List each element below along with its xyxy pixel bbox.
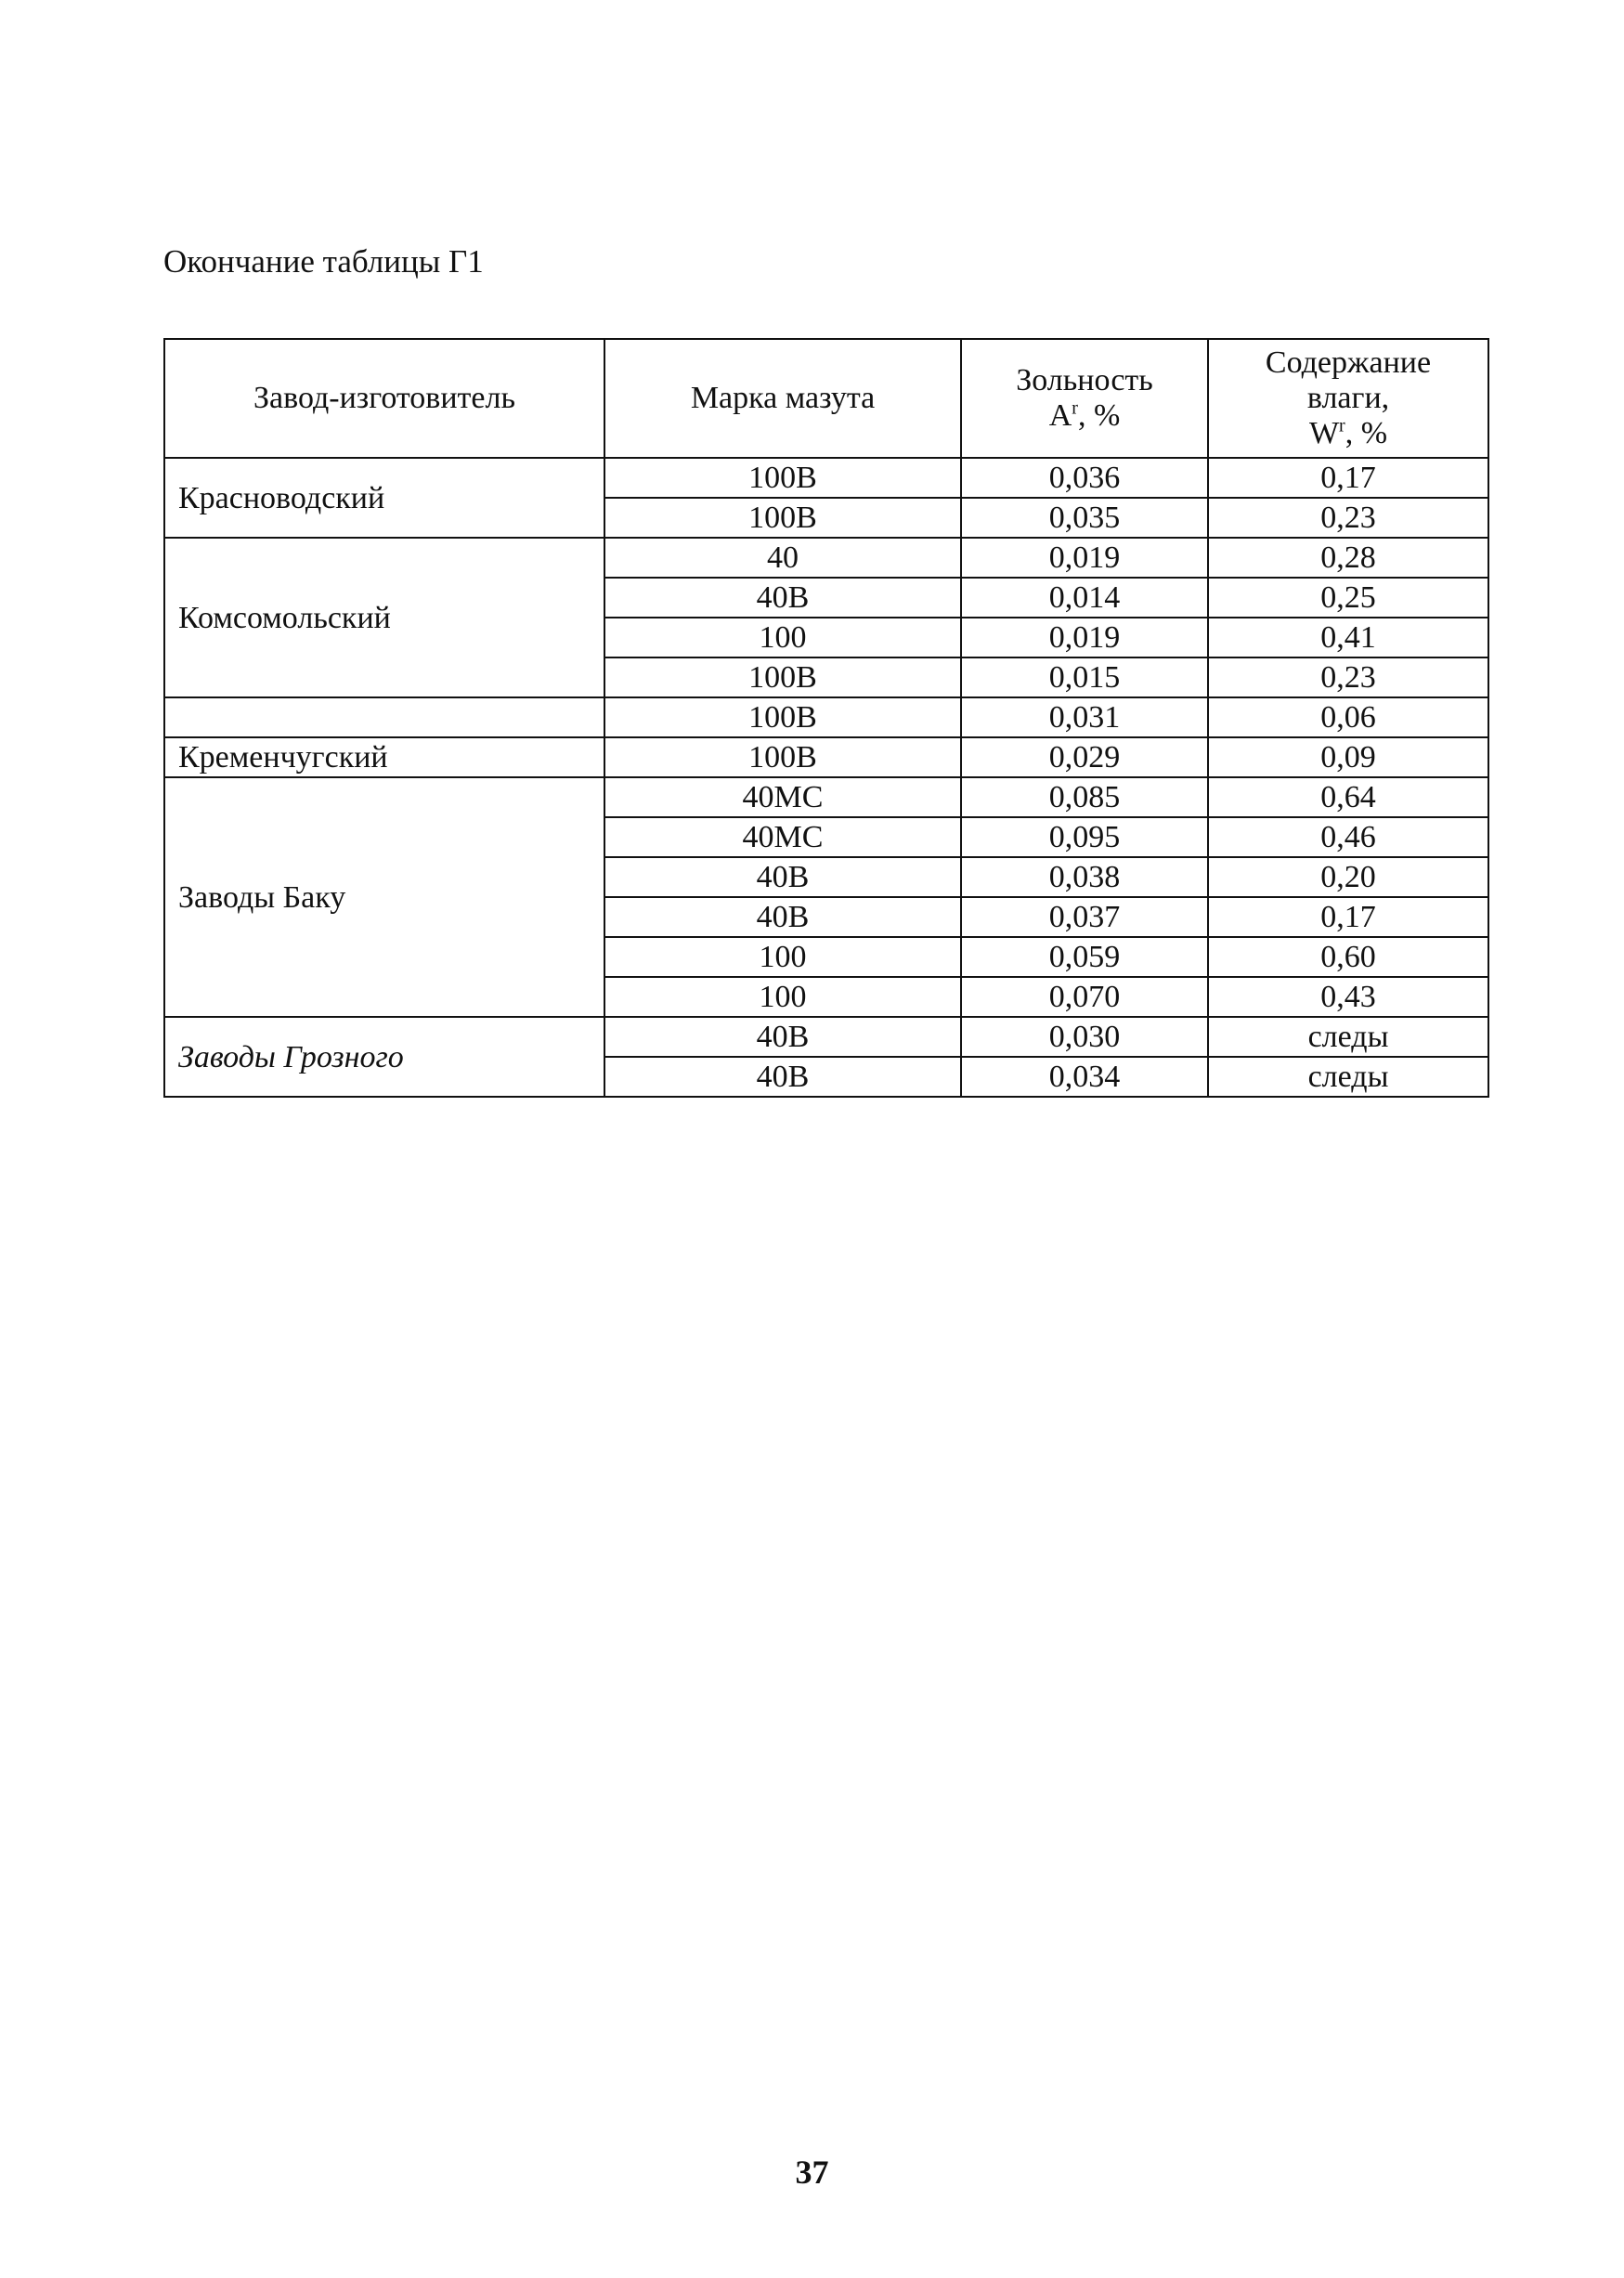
ash-cell: 0,095 xyxy=(961,817,1208,857)
ash-cell: 0,059 xyxy=(961,937,1208,977)
ash-cell: 0,036 xyxy=(961,458,1208,498)
ash-cell: 0,015 xyxy=(961,657,1208,697)
header-ash xyxy=(961,339,1208,458)
header-ash-title: Зольность xyxy=(1016,363,1153,397)
moisture-cell: следы xyxy=(1208,1017,1488,1057)
moisture-cell: 0,23 xyxy=(1208,657,1488,697)
grade-cell: 40В xyxy=(604,1017,961,1057)
moisture-cell: 0,60 xyxy=(1208,937,1488,977)
header-moisture-subtitle: влаги, xyxy=(1306,381,1390,415)
grade-cell: 100В xyxy=(604,498,961,538)
grade-cell: 40 xyxy=(604,538,961,578)
plant-cell: Комсомольский xyxy=(164,538,604,697)
ash-cell: 0,085 xyxy=(961,777,1208,817)
header-grade: Марка мазута xyxy=(604,339,961,458)
moisture-cell: 0,46 xyxy=(1208,817,1488,857)
ash-cell: 0,034 xyxy=(961,1057,1208,1097)
plant-cell xyxy=(164,697,604,737)
table-caption: Окончание таблицы Г1 xyxy=(163,243,484,280)
grade-cell: 40В xyxy=(604,578,961,618)
header-ash-sup: r xyxy=(1072,397,1078,419)
plant-cell: Заводы Грозного xyxy=(164,1017,604,1097)
grade-cell: 100 xyxy=(604,977,961,1017)
fuel-oil-table xyxy=(163,338,1489,1098)
plant-cell: Кременчугский xyxy=(164,737,604,777)
grade-cell: 100 xyxy=(604,937,961,977)
header-moisture-symbol: W xyxy=(1308,416,1340,450)
header-plant: Завод-изготовитель xyxy=(164,339,604,458)
table-row xyxy=(164,697,1488,737)
table-body xyxy=(164,458,1488,1097)
ash-cell: 0,038 xyxy=(961,857,1208,897)
table-row xyxy=(164,737,1488,777)
grade-cell: 100В xyxy=(604,657,961,697)
moisture-cell: 0,25 xyxy=(1208,578,1488,618)
plant-cell: Заводы Баку xyxy=(164,777,604,1017)
moisture-cell: 0,17 xyxy=(1208,897,1488,937)
grade-cell: 40В xyxy=(604,897,961,937)
header-ash-unit: , % xyxy=(1077,398,1121,433)
moisture-cell: следы xyxy=(1208,1057,1488,1097)
header-ash-symbol: A xyxy=(1048,398,1072,433)
ash-cell: 0,029 xyxy=(961,737,1208,777)
plant-cell: Красноводский xyxy=(164,458,604,538)
moisture-cell: 0,43 xyxy=(1208,977,1488,1017)
moisture-cell: 0,28 xyxy=(1208,538,1488,578)
header-moisture-unit: , % xyxy=(1345,416,1388,450)
ash-cell: 0,019 xyxy=(961,618,1208,657)
grade-cell: 40В xyxy=(604,1057,961,1097)
ash-cell: 0,019 xyxy=(961,538,1208,578)
moisture-cell: 0,41 xyxy=(1208,618,1488,657)
grade-cell: 100 xyxy=(604,618,961,657)
ash-cell: 0,037 xyxy=(961,897,1208,937)
grade-cell: 40МС xyxy=(604,817,961,857)
grade-cell: 100В xyxy=(604,737,961,777)
table-row xyxy=(164,458,1488,498)
ash-cell: 0,035 xyxy=(961,498,1208,538)
ash-cell: 0,014 xyxy=(961,578,1208,618)
grade-cell: 40МС xyxy=(604,777,961,817)
table-row xyxy=(164,538,1488,578)
moisture-cell: 0,23 xyxy=(1208,498,1488,538)
page-number: 37 xyxy=(795,2154,829,2191)
grade-cell: 100В xyxy=(604,697,961,737)
table-header-row xyxy=(164,339,1488,458)
moisture-cell: 0,06 xyxy=(1208,697,1488,737)
table-row xyxy=(164,1017,1488,1057)
moisture-cell: 0,20 xyxy=(1208,857,1488,897)
table-row xyxy=(164,777,1488,817)
ash-cell: 0,030 xyxy=(961,1017,1208,1057)
moisture-cell: 0,17 xyxy=(1208,458,1488,498)
header-moisture-title: Содержание xyxy=(1265,345,1432,380)
moisture-cell: 0,09 xyxy=(1208,737,1488,777)
header-moisture xyxy=(1208,339,1488,458)
grade-cell: 40В xyxy=(604,857,961,897)
header-moisture-sup: r xyxy=(1339,415,1345,436)
ash-cell: 0,031 xyxy=(961,697,1208,737)
moisture-cell: 0,64 xyxy=(1208,777,1488,817)
grade-cell: 100В xyxy=(604,458,961,498)
ash-cell: 0,070 xyxy=(961,977,1208,1017)
